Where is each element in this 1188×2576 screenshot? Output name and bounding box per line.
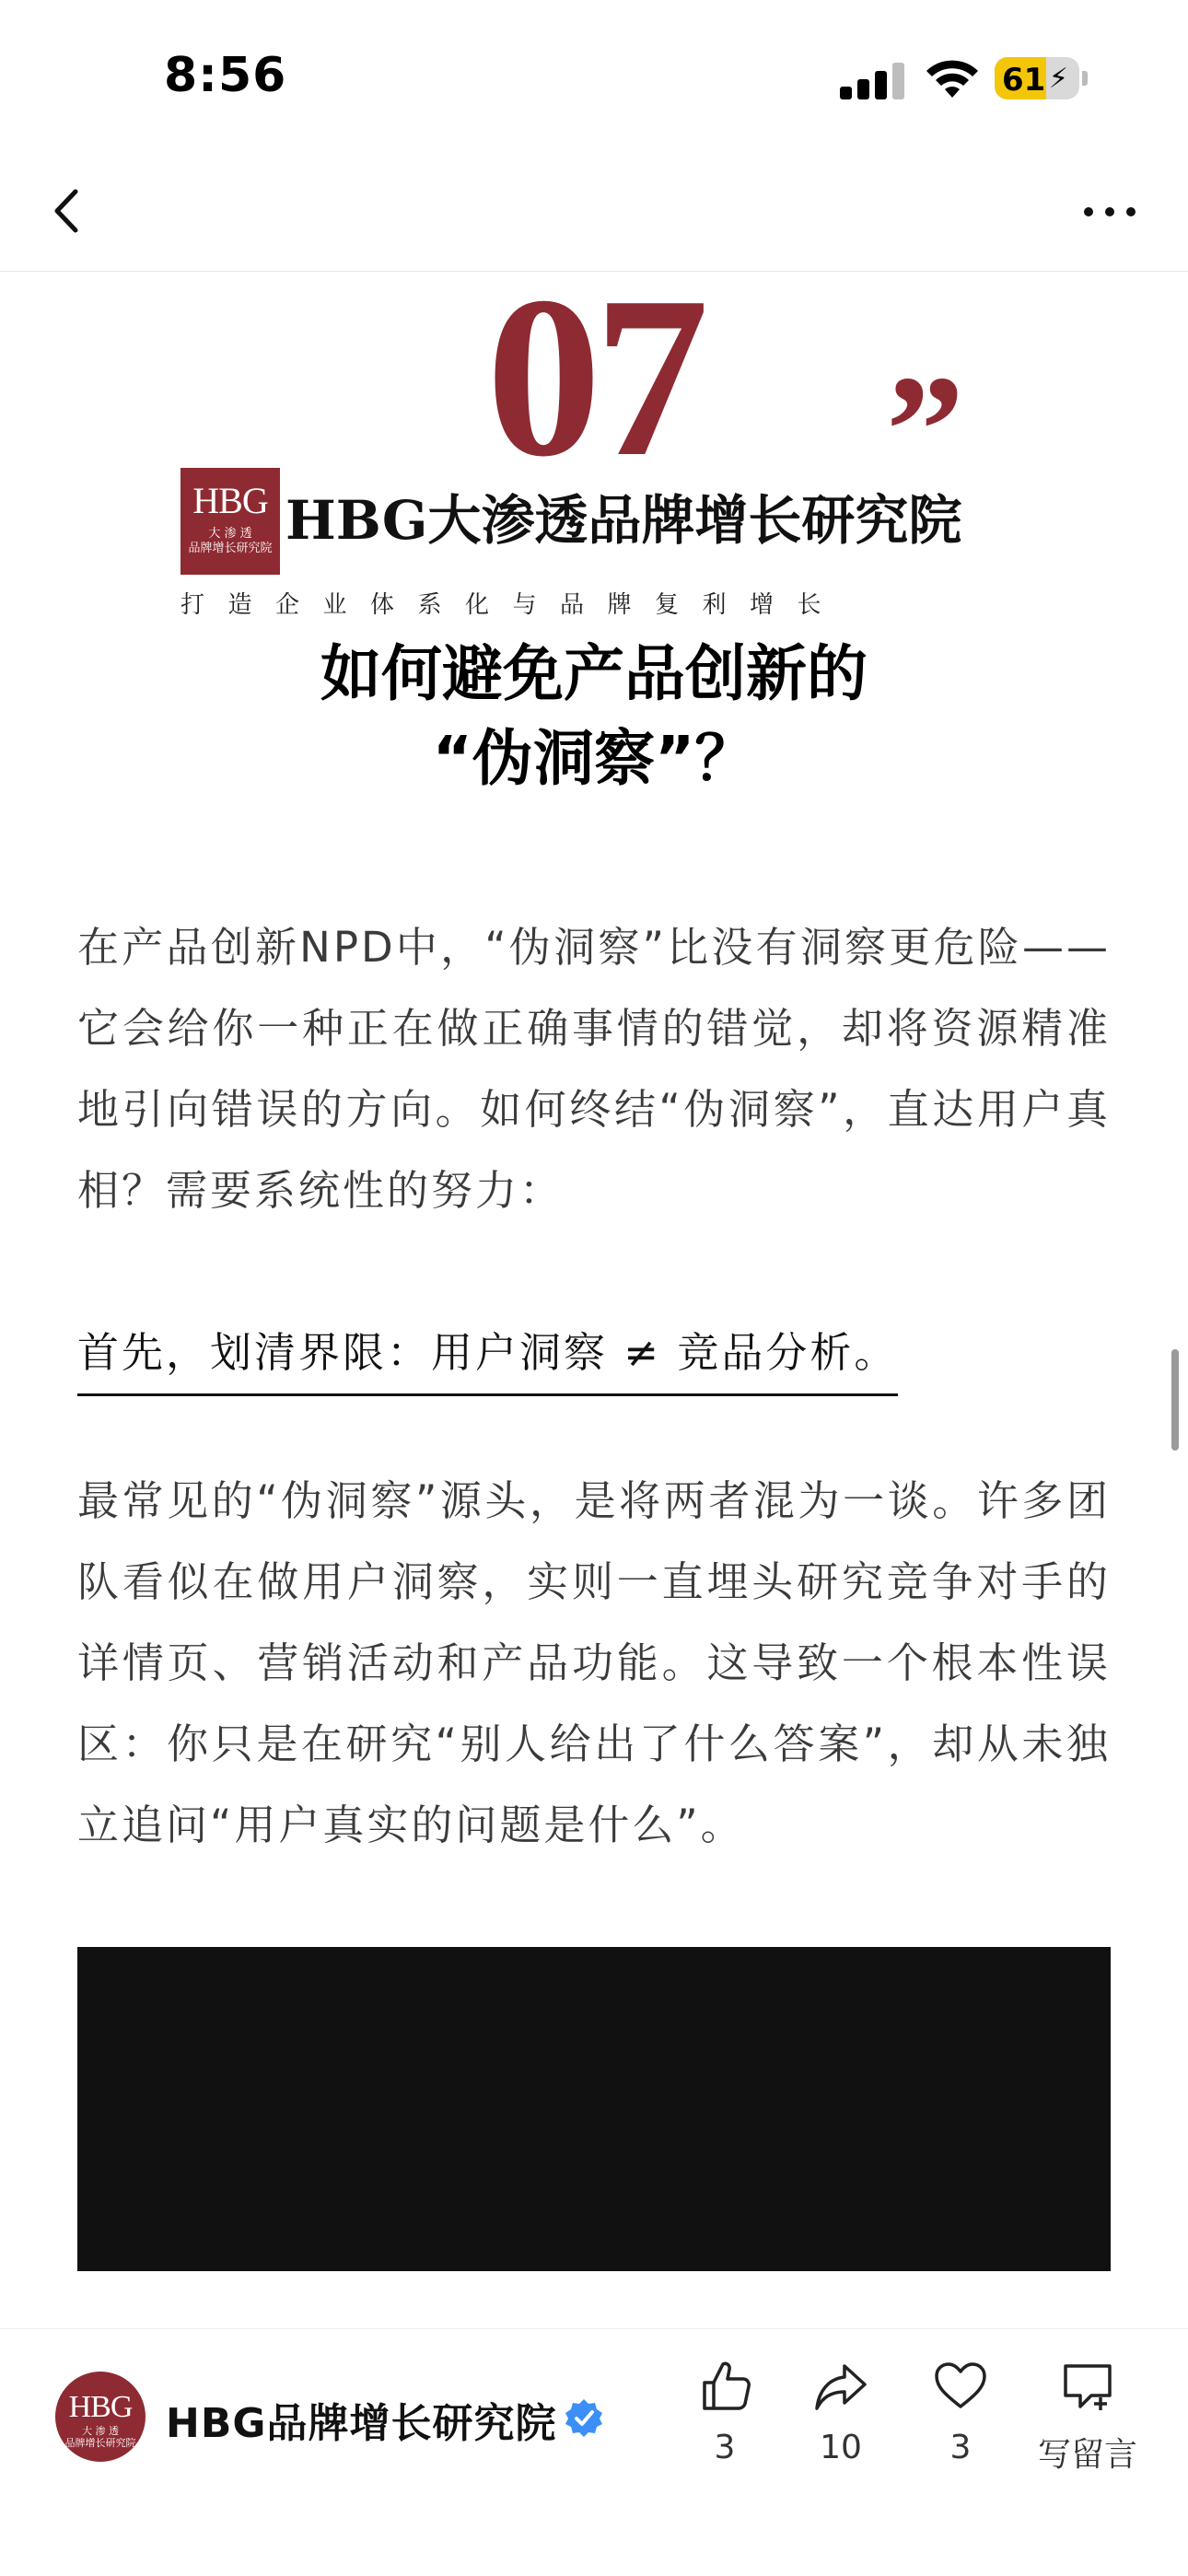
wifi-icon	[925, 55, 980, 101]
cover-quote-mark: ”	[886, 344, 964, 517]
verified-badge-icon	[564, 2397, 604, 2438]
ellipsis-icon[interactable]	[1077, 184, 1142, 239]
hbg-logo	[181, 468, 280, 575]
cover-title	[0, 632, 1188, 801]
chevron-left-icon[interactable]	[41, 179, 96, 243]
account-name[interactable]: HBG品牌增长研究院	[166, 2400, 557, 2447]
hbg-logo-text: HBG	[192, 480, 268, 521]
thumbs-up-icon	[695, 2357, 754, 2416]
battery-cap	[1082, 71, 1088, 86]
heart-icon	[931, 2357, 990, 2416]
intro-paragraph: 在产品创新NPD中，“伪洞察”比没有洞察更危险——它会给你一种正在做正确事情的错觉，却将资源精准地引向错误的方向。如何终结“伪洞察”，直达用户真相？需要系统性的努力：	[77, 923, 1111, 1215]
share-button[interactable]	[781, 2357, 901, 2466]
bottom-action-bar	[0, 2328, 1188, 2576]
scrollbar-thumb[interactable]	[1171, 1349, 1179, 1451]
share-arrow-icon	[811, 2357, 870, 2416]
favorite-button[interactable]	[901, 2357, 1020, 2466]
article-body	[77, 907, 1111, 2313]
cellular-signal-icon	[840, 61, 906, 99]
cover-org-name: HBG大渗透品牌增长研究院	[285, 489, 962, 552]
body-paragraph: 最常见的“伪洞察”源头，是将两者混为一谈。许多团队看似在做用户洞察，实则一直埋头研究竞争对手的详情页、营销活动和产品功能。这导致一个根本性误区：你只是在研究“别人给出了什么答案”，却从未独立追问“用户真实的问题是什么”。	[77, 1476, 1111, 1849]
write-comment-button[interactable]	[1019, 2357, 1157, 2476]
hbg-logo-subtext: 大 渗 透 品牌增长研究院	[188, 527, 273, 555]
cover-title-line-2: “伪洞察”？	[432, 723, 756, 794]
avatar-logo-subtext: 大 渗 透 品牌增长研究院	[64, 2425, 136, 2449]
status-time: 8:56	[164, 48, 287, 103]
charging-bolt-icon: ⚡	[1048, 63, 1068, 95]
battery-indicator	[995, 57, 1079, 99]
share-count: 10	[820, 2429, 862, 2466]
cover-slogan: 打造企业体系化与品牌复利增长	[181, 591, 845, 619]
account-avatar[interactable]	[55, 2372, 146, 2462]
emphasis-paragraph: 这种“竞争驱动”的思维，导致一个误区——容易被竞争，对手牵着鼻子走，永远找不到用户洞察的真相，会让品牌永远活在对手的阴影下，进行一场永无止境的模仿游戏，为他人而	[77, 1947, 1111, 2271]
article-cover-image	[0, 250, 1188, 807]
section-heading: 首先，划清界限：用户洞察 ≠ 竞品分析。	[77, 1312, 898, 1396]
favorite-count: 3	[949, 2429, 972, 2466]
battery-percentage: 61	[1002, 62, 1046, 99]
comment-plus-icon	[1058, 2357, 1117, 2416]
cover-title-line-1: 如何避免产品创新的	[320, 638, 868, 709]
status-bar	[0, 0, 1188, 157]
like-count: 3	[714, 2429, 736, 2466]
avatar-logo-text: HBG	[68, 2390, 133, 2424]
like-button[interactable]	[665, 2357, 785, 2466]
write-comment-label: 写留言	[1037, 2436, 1137, 2474]
cover-number: 07	[486, 250, 702, 505]
